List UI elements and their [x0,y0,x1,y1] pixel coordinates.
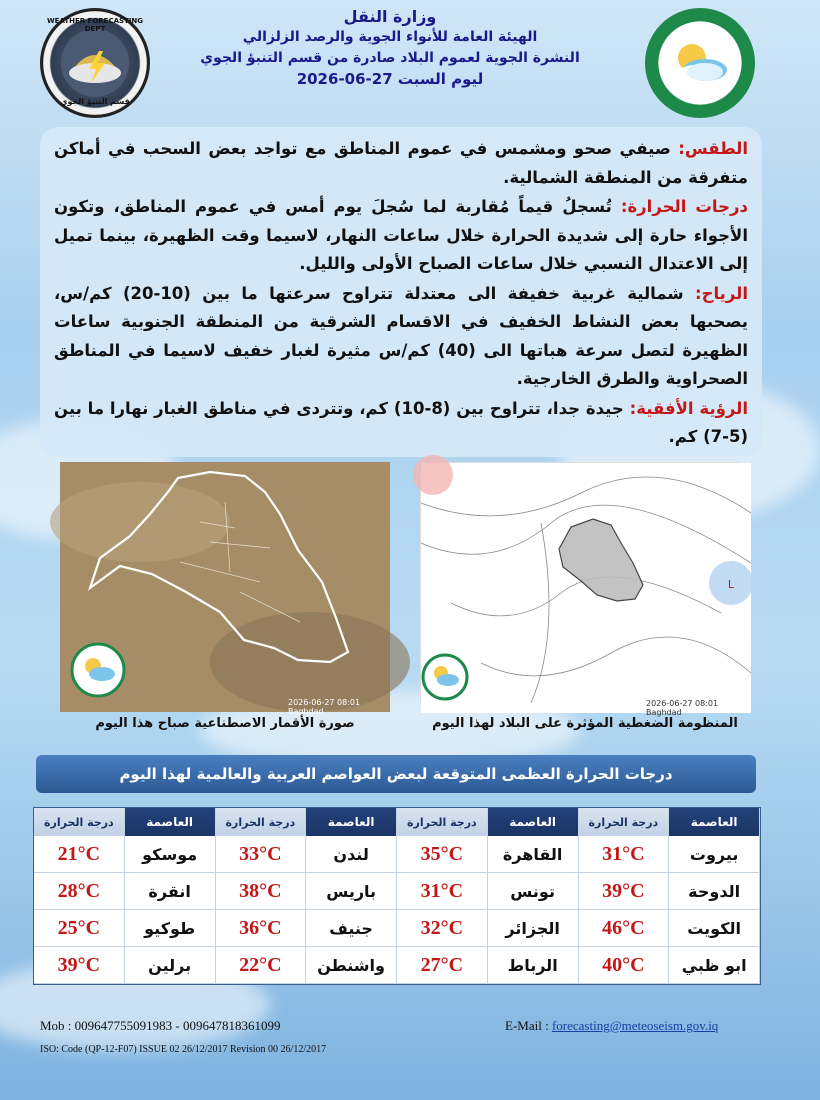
mobile-numbers: Mob : 009647755091983 - 009647818361099 [40,1018,281,1033]
weather-forecasting-logo [40,8,150,118]
capital-name: بيروت [669,836,760,873]
capital-name: تونس [488,873,579,910]
capital-temperature: 31°C [579,836,670,873]
column-header-capital: العاصمة [125,808,216,836]
capital-temperature: 35°C [397,836,488,873]
synoptic-caption: المنظومة الضغطية المؤثرة على البلاد لهذا اليوم [432,716,738,731]
satellite-image [60,462,390,716]
capital-temperature: 27°C [397,947,488,984]
column-header-temperature: درجة الحرارة [397,808,488,836]
weather-label: الطقس: [678,139,748,158]
satellite-timestamp: 2026-06-27 08:01 Baghdad [288,698,361,716]
capital-temperature: 39°C [579,873,670,910]
capital-temperature: 32°C [397,910,488,947]
capital-name: لندن [306,836,397,873]
email-line [505,1018,718,1034]
iraqi-meteorological-logo [645,8,755,118]
capital-temperature: 28°C [34,873,125,910]
header-text-block [200,6,580,90]
capital-temperature: 38°C [216,873,307,910]
capital-temperature: 21°C [34,836,125,873]
synoptic-chart [420,462,750,717]
capital-name: الجزائر [488,910,579,947]
column-header-capital: العاصمة [306,808,397,836]
capital-temperature: 25°C [34,910,125,947]
column-header-capital: العاصمة [669,808,760,836]
capital-name: ابو ظبي [669,947,760,984]
page-footer [0,1010,792,1100]
bulletin-title: النشرة الجوية لعموم البلاد صادرة من قسم التنبؤ الجوي [200,50,580,66]
capital-name: برلين [125,947,216,984]
capital-name: انقرة [125,873,216,910]
capitals-temperature-table [33,807,761,985]
column-header-temperature: درجة الحرارة [216,808,307,836]
capital-temperature: 22°C [216,947,307,984]
capital-temperature: 39°C [34,947,125,984]
weather-text: صيفي صحو ومشمس في عموم المناطق مع تواجد بعض السحب في أماكن متفرقة من المنطقة الشمالية. [54,139,748,187]
visibility-label: الرؤية الأفقية: [629,398,749,418]
temperature-grid [34,808,760,984]
capital-name: الدوحة [669,873,760,910]
wind-label: الرياح: [694,283,748,303]
column-header-temperature: درجة الحرارة [34,808,125,836]
iso-code: ISO: Code (QP-12-F07) ISSUE 02 26/12/2017 Revision 00 26/12/2017 [40,1044,327,1055]
temperature-text: تُسجلُ قيماً مُقاربة لما سُجلَ يوم أمس في عموم المناطق، وتكون الأجواء حارة إلى شديدة الحرارة خلال ساعات النهار، لاسيما وقت الظهيرة، بينما تميل إلى الاعتدال النسبي خلال ساعات الصباح الأولى والليل. [54,197,748,273]
forecast-panel [40,127,762,457]
ministry-name: وزارة النقل [343,7,437,26]
temperature-label: درجات الحرارة: [620,197,748,216]
capital-temperature: 40°C [579,947,670,984]
synoptic-timestamp: 2026-06-27 08:01 Baghdad [646,699,719,717]
email-label: E-Mail : [505,1018,552,1033]
capital-temperature: 36°C [216,910,307,947]
capital-name: واشنطن [306,947,397,984]
weather-paragraph [54,135,748,192]
capital-name: الرباط [488,947,579,984]
temperature-paragraph [54,193,748,279]
capital-name: طوكيو [125,910,216,947]
visibility-paragraph [54,395,748,452]
authority-name: الهيئة العامة للأنواء الجوية والرصد الزلزالي [242,29,538,45]
logo-left-arabic: قسم التنبؤ الجوي [60,97,130,106]
email-link[interactable]: forecasting@meteoseism.gov.iq [551,1018,719,1033]
capital-temperature: 31°C [397,873,488,910]
capitals-temperature-title: درجات الحرارة العظمى المتوقعة لبعض العواصم العربية والعالمية لهذا اليوم [36,755,756,793]
wind-paragraph [54,280,748,394]
capital-temperature: 33°C [216,836,307,873]
column-header-temperature: درجة الحرارة [579,808,670,836]
page-header [0,0,792,120]
capital-name: جنيف [306,910,397,947]
wind-text: شمالية غربية خفيفة الى معتدلة تتراوح سرعتها ما بين (10-20) كم/س، يصحبها بعض النشاط الخفيف في الاقسام الشرقية من المنطقة الجنوبية ساعات الظهيرة لتصل سرعة هباتها الى (40) كم/س مثيرة لغبار خفيف لاسيما في المناطق الصحراوية والطرق الخارجية. [54,283,748,388]
column-header-capital: العاصمة [488,808,579,836]
bulletin-date: ليوم السبت 27-06-2026 [296,70,484,88]
capital-name: باريس [306,873,397,910]
capital-temperature: 46°C [579,910,670,947]
capital-name: الكويت [669,910,760,947]
logo-left-title: WEATHER FORECASTING DEPT [46,17,144,33]
low-pressure-label: L [727,578,735,591]
capital-name: القاهرة [488,836,579,873]
capital-name: موسكو [125,836,216,873]
satellite-caption: صورة الأقمار الاصطناعية صباح هذا اليوم [95,716,355,731]
visibility-text: جيدة جدا، تتراوح بين (8-10) كم، وتتردى في مناطق الغبار نهارا ما بين (5-7) كم. [54,398,748,446]
